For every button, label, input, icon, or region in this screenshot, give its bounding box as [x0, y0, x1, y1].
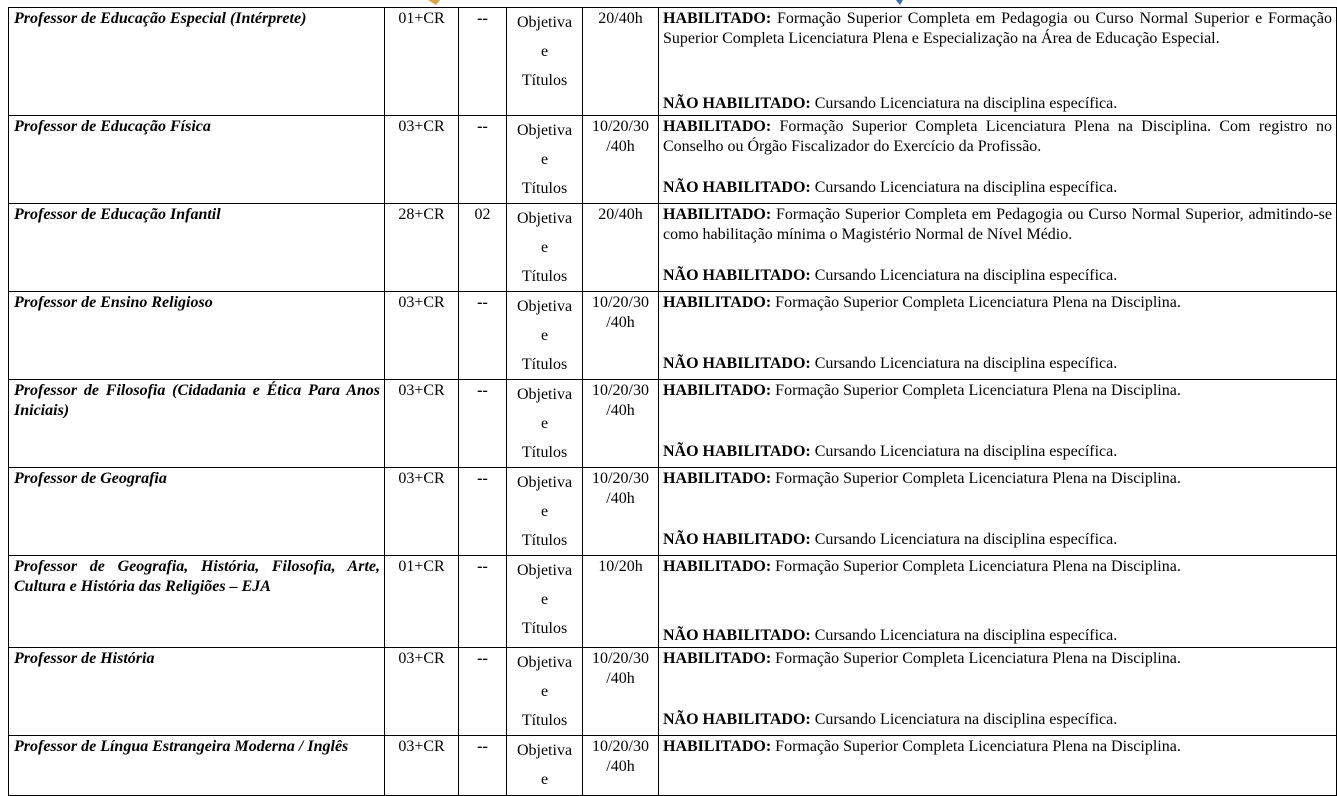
nao-habilitado-text	[663, 95, 1332, 113]
habilitado-text	[663, 737, 1332, 757]
prova-line: e	[540, 771, 549, 788]
carga-cell	[583, 736, 659, 796]
cargo-cell	[9, 556, 385, 648]
nao-habilitado-description: Cursando Licenciatura na disciplina específica.	[814, 95, 1118, 112]
requisitos-cell	[659, 468, 1337, 556]
pcd-value: --	[477, 738, 488, 755]
table-row	[9, 380, 1337, 468]
prova-line: Objetiva	[516, 386, 573, 403]
carga-line: 10/20/30	[592, 294, 649, 311]
table-row	[9, 556, 1337, 648]
nao-habilitado-text	[663, 355, 1332, 373]
nao-habilitado-text	[663, 267, 1332, 285]
carga-line: /40h	[606, 138, 635, 155]
prova-line: e	[540, 327, 549, 344]
carga-cell	[583, 116, 659, 204]
vagas-cell	[385, 736, 459, 796]
table-row	[9, 736, 1337, 796]
nao-habilitado-key: NÃO HABILITADO:	[663, 711, 811, 728]
cargo-name: Professor de Língua Estrangeira Moderna / Inglês	[14, 738, 349, 755]
nao-habilitado-text	[663, 627, 1332, 645]
habilitado-description: Formação Superior Completa Licenciatura Plena na Disciplina.	[775, 382, 1181, 399]
vagas-value: 01+CR	[398, 558, 445, 575]
prova-cell	[507, 468, 583, 556]
prova-line: Títulos	[521, 532, 568, 549]
pcd-value: --	[477, 10, 488, 27]
habilitado-key: HABILITADO:	[663, 294, 772, 311]
pcd-cell	[459, 292, 507, 380]
habilitado-description: Formação Superior Completa Licenciatura Plena na Disciplina. Com registro no Conselho ou Órgão Fiscalizador do Exercício da Profissão.	[663, 118, 1333, 155]
prova-line: Títulos	[521, 180, 568, 197]
prova-line: e	[540, 591, 549, 608]
cargos-table	[8, 7, 1337, 796]
pcd-cell	[459, 736, 507, 796]
carga-line: 10/20/30	[592, 738, 649, 755]
requisitos-cell	[659, 8, 1337, 116]
prova-line: Objetiva	[516, 122, 573, 139]
vagas-value: 03+CR	[398, 470, 445, 487]
vagas-cell	[385, 292, 459, 380]
requisitos-cell	[659, 380, 1337, 468]
cargo-name: Professor de Filosofia (Cidadania e Ética Para Anos Iniciais)	[14, 382, 380, 419]
table-row	[9, 204, 1337, 292]
habilitado-description: Formação Superior Completa Licenciatura Plena na Disciplina.	[775, 650, 1181, 667]
prova-line: e	[540, 415, 549, 432]
carga-line: 10/20h	[598, 558, 643, 575]
vagas-value: 03+CR	[398, 294, 445, 311]
habilitado-key: HABILITADO:	[663, 738, 772, 755]
table-row	[9, 116, 1337, 204]
requisitos-cell	[659, 204, 1337, 292]
nao-habilitado-key: NÃO HABILITADO:	[663, 627, 811, 644]
cargo-cell	[9, 380, 385, 468]
cargo-cell	[9, 736, 385, 796]
prova-cell	[507, 380, 583, 468]
prova-cell	[507, 204, 583, 292]
nao-habilitado-description: Cursando Licenciatura na disciplina específica.	[814, 355, 1118, 372]
habilitado-text	[663, 205, 1332, 245]
carga-line: 10/20/30	[592, 382, 649, 399]
vagas-value: 28+CR	[398, 206, 445, 223]
vagas-cell	[385, 116, 459, 204]
pcd-value: --	[477, 294, 488, 311]
habilitado-description: Formação Superior Completa em Pedagogia ou Curso Normal Superior e Formação Superior Completa Licenciatura Plena e Especialização na Área de Educação Especial.	[663, 10, 1333, 47]
vagas-cell	[385, 204, 459, 292]
prova-line: Títulos	[521, 356, 568, 373]
left-header-mark	[428, 0, 440, 5]
habilitado-text	[663, 117, 1332, 157]
nao-habilitado-text	[663, 531, 1332, 549]
table-row	[9, 8, 1337, 116]
nao-habilitado-description: Cursando Licenciatura na disciplina específica.	[814, 627, 1118, 644]
carga-line: 20/40h	[598, 206, 643, 223]
prova-line: e	[540, 239, 549, 256]
pcd-value: --	[477, 382, 488, 399]
prova-cell	[507, 556, 583, 648]
requisitos-cell	[659, 116, 1337, 204]
prova-line: Objetiva	[516, 562, 573, 579]
habilitado-key: HABILITADO:	[663, 558, 772, 575]
carga-line: /40h	[606, 402, 635, 419]
carga-cell	[583, 380, 659, 468]
vagas-cell	[385, 8, 459, 116]
right-header-mark	[896, 0, 903, 5]
habilitado-key: HABILITADO:	[663, 382, 772, 399]
carga-line: /40h	[606, 758, 635, 775]
pcd-value: --	[477, 650, 488, 667]
vagas-cell	[385, 468, 459, 556]
prova-line: Títulos	[521, 72, 568, 89]
habilitado-text	[663, 9, 1332, 49]
nao-habilitado-key: NÃO HABILITADO:	[663, 179, 811, 196]
requisitos-cell	[659, 736, 1337, 796]
prova-line: e	[540, 43, 549, 60]
cargo-cell	[9, 468, 385, 556]
carga-line: 10/20/30	[592, 470, 649, 487]
habilitado-key: HABILITADO:	[663, 10, 772, 27]
carga-cell	[583, 8, 659, 116]
carga-cell	[583, 648, 659, 736]
cargo-cell	[9, 8, 385, 116]
habilitado-text	[663, 557, 1332, 577]
prova-line: Objetiva	[516, 742, 573, 759]
requisitos-cell	[659, 556, 1337, 648]
cargo-name: Professor de Geografia	[14, 470, 167, 487]
habilitado-text	[663, 469, 1332, 489]
cargo-name: Professor de Educação Física	[14, 118, 211, 135]
nao-habilitado-text	[663, 443, 1332, 461]
vagas-value: 01+CR	[398, 10, 445, 27]
habilitado-text	[663, 649, 1332, 669]
habilitado-text	[663, 293, 1332, 313]
pcd-value: --	[477, 470, 488, 487]
prova-line: Objetiva	[516, 298, 573, 315]
table-body	[9, 8, 1337, 796]
nao-habilitado-description: Cursando Licenciatura na disciplina específica.	[814, 267, 1118, 284]
pcd-cell	[459, 204, 507, 292]
vagas-cell	[385, 380, 459, 468]
nao-habilitado-key: NÃO HABILITADO:	[663, 355, 811, 372]
pcd-cell	[459, 380, 507, 468]
cargo-cell	[9, 116, 385, 204]
habilitado-text	[663, 381, 1332, 401]
carga-line: 10/20/30	[592, 118, 649, 135]
carga-line: 20/40h	[598, 10, 643, 27]
carga-line: 10/20/30	[592, 650, 649, 667]
habilitado-description: Formação Superior Completa Licenciatura Plena na Disciplina.	[775, 738, 1181, 755]
nao-habilitado-description: Cursando Licenciatura na disciplina específica.	[814, 179, 1118, 196]
carga-line: /40h	[606, 490, 635, 507]
carga-line: /40h	[606, 314, 635, 331]
vagas-value: 03+CR	[398, 118, 445, 135]
table-row	[9, 292, 1337, 380]
carga-cell	[583, 556, 659, 648]
habilitado-key: HABILITADO:	[663, 118, 772, 135]
prova-line: Títulos	[521, 444, 568, 461]
habilitado-description: Formação Superior Completa em Pedagogia ou Curso Normal Superior, admitindo-se como habilitação mínima o Magistério Normal de Nível Médio.	[663, 206, 1332, 243]
habilitado-key: HABILITADO:	[663, 206, 772, 223]
nao-habilitado-description: Cursando Licenciatura na disciplina específica.	[814, 711, 1118, 728]
habilitado-key: HABILITADO:	[663, 470, 772, 487]
prova-line: Títulos	[521, 268, 568, 285]
prova-line: Objetiva	[516, 14, 573, 31]
nao-habilitado-text	[663, 711, 1332, 729]
pcd-value: --	[477, 558, 488, 575]
habilitado-description: Formação Superior Completa Licenciatura Plena na Disciplina.	[775, 558, 1181, 575]
pcd-cell	[459, 556, 507, 648]
carga-cell	[583, 204, 659, 292]
prova-cell	[507, 8, 583, 116]
nao-habilitado-key: NÃO HABILITADO:	[663, 531, 811, 548]
vagas-cell	[385, 556, 459, 648]
table-row	[9, 648, 1337, 736]
habilitado-description: Formação Superior Completa Licenciatura Plena na Disciplina.	[775, 294, 1181, 311]
nao-habilitado-description: Cursando Licenciatura na disciplina específica.	[814, 531, 1118, 548]
nao-habilitado-text	[663, 179, 1332, 197]
cargo-name: Professor de Educação Especial (Intérprete)	[14, 10, 307, 27]
prova-line: e	[540, 503, 549, 520]
pcd-cell	[459, 648, 507, 736]
pcd-cell	[459, 116, 507, 204]
prova-line: e	[540, 151, 549, 168]
pcd-cell	[459, 8, 507, 116]
vagas-value: 03+CR	[398, 650, 445, 667]
pcd-cell	[459, 468, 507, 556]
cargo-cell	[9, 648, 385, 736]
prova-line: Objetiva	[516, 474, 573, 491]
nao-habilitado-key: NÃO HABILITADO:	[663, 267, 811, 284]
carga-line: /40h	[606, 670, 635, 687]
requisitos-cell	[659, 292, 1337, 380]
prova-line: Títulos	[521, 620, 568, 637]
cargo-cell	[9, 292, 385, 380]
nao-habilitado-key: NÃO HABILITADO:	[663, 95, 811, 112]
cargo-cell	[9, 204, 385, 292]
prova-line: e	[540, 683, 549, 700]
cargo-name: Professor de História	[14, 650, 155, 667]
nao-habilitado-key: NÃO HABILITADO:	[663, 443, 811, 460]
prova-cell	[507, 292, 583, 380]
table-row	[9, 468, 1337, 556]
prova-line: Títulos	[521, 712, 568, 729]
pcd-value: --	[477, 118, 488, 135]
prova-line: Objetiva	[516, 210, 573, 227]
prova-cell	[507, 648, 583, 736]
pcd-value: 02	[474, 206, 491, 223]
cargo-name: Professor de Ensino Religioso	[14, 294, 213, 311]
carga-cell	[583, 468, 659, 556]
prova-cell	[507, 736, 583, 796]
vagas-value: 03+CR	[398, 738, 445, 755]
cargo-name: Professor de Educação Infantil	[14, 206, 221, 223]
vagas-cell	[385, 648, 459, 736]
nao-habilitado-description: Cursando Licenciatura na disciplina específica.	[814, 443, 1118, 460]
carga-cell	[583, 292, 659, 380]
habilitado-description: Formação Superior Completa Licenciatura Plena na Disciplina.	[775, 470, 1181, 487]
cargo-name: Professor de Geografia, História, Filosofia, Arte, Cultura e História das Religiões – EJA	[14, 558, 380, 595]
prova-line: Objetiva	[516, 654, 573, 671]
requisitos-cell	[659, 648, 1337, 736]
vagas-value: 03+CR	[398, 382, 445, 399]
habilitado-key: HABILITADO:	[663, 650, 772, 667]
prova-cell	[507, 116, 583, 204]
